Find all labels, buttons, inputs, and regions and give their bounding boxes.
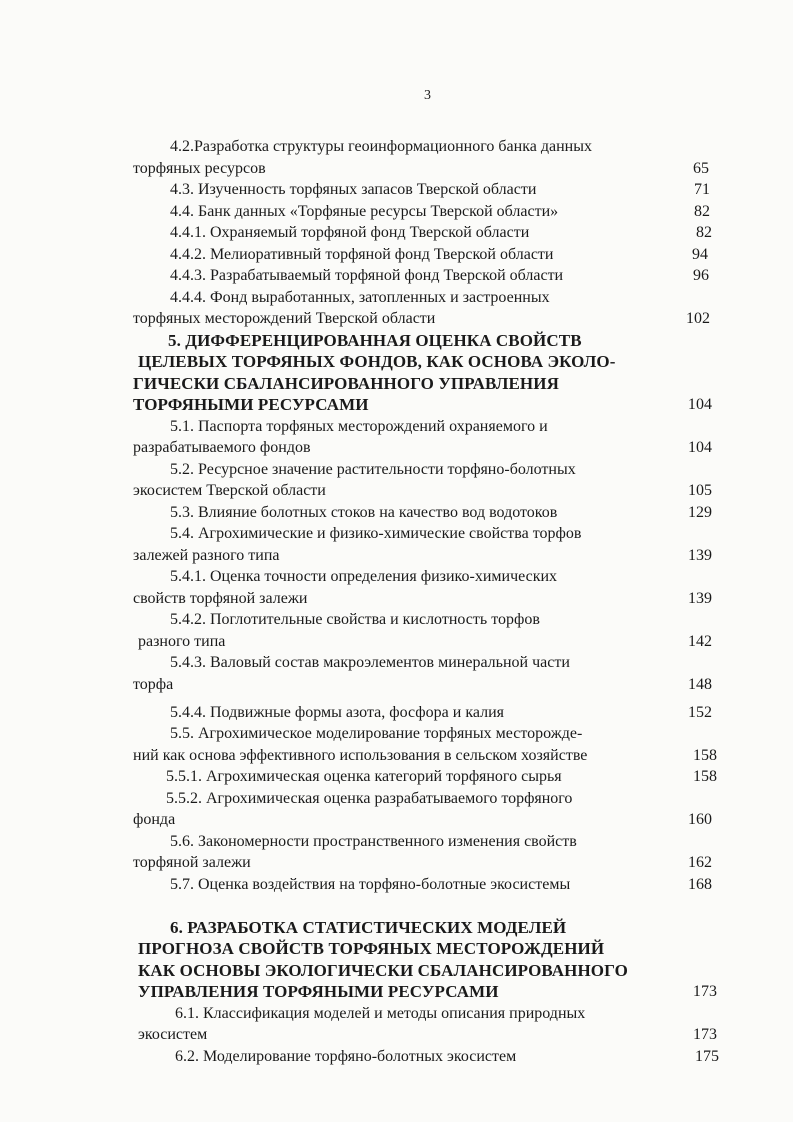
toc-line: [0, 222, 793, 244]
toc-entry-text: 4.4.4. Фонд выработанных, затопленных и застроенных: [170, 289, 550, 306]
toc-entry-text: 5.4. Агрохимические и физико-химические свойства торфов: [170, 525, 582, 542]
toc-line: [0, 766, 793, 788]
toc-line: [0, 480, 793, 502]
toc-line: [0, 437, 793, 459]
toc-entry-text: 4.4.2. Мелиоративный торфяной фонд Тверской области: [170, 246, 554, 263]
toc-page-number: 168: [688, 876, 712, 893]
toc-entry-text: 6.2. Моделирование торфяно-болотных экосистем: [175, 1048, 517, 1065]
toc-page-number: 158: [693, 747, 717, 764]
toc-line: [0, 981, 793, 1003]
toc-entry-text: 5.2. Ресурсное значение растительности торфяно-болотных: [170, 461, 576, 478]
toc-line: [0, 523, 793, 545]
toc-entry-text: 5.4.3. Валовый состав макроэлементов минеральной части: [170, 654, 570, 671]
toc-entry-text: свойств торфяной залежи: [133, 590, 308, 607]
toc-entry-text: 4.4. Банк данных «Торфяные ресурсы Тверской области»: [170, 203, 559, 220]
toc-line: [0, 330, 793, 352]
toc-section-heading: ПРОГНОЗА СВОЙСТВ ТОРФЯНЫХ МЕСТОРОЖДЕНИЙ: [138, 939, 605, 958]
toc-line: [0, 1046, 793, 1068]
toc-page-number: 173: [692, 983, 718, 1000]
toc-line: [0, 179, 793, 201]
toc-line: [0, 502, 793, 524]
toc-entry-text: 4.3. Изученность торфяных запасов Тверской области: [170, 181, 537, 198]
toc-line: [0, 201, 793, 223]
toc-line: [0, 831, 793, 853]
toc-page-number: 158: [693, 768, 717, 785]
toc-entry-text: 4.4.3. Разрабатываемый торфяной фонд Тверской области: [170, 267, 564, 284]
toc-entry-text: торфяной залежи: [133, 854, 251, 871]
toc-page-number: 71: [694, 181, 710, 198]
toc-line: [0, 394, 793, 416]
toc-page-number: 148: [688, 676, 712, 693]
toc-line: [0, 244, 793, 266]
toc-page-number: 65: [693, 160, 709, 177]
toc-page-number: 173: [693, 1026, 717, 1043]
toc-entry-text: торфяных ресурсов: [133, 160, 266, 177]
toc-line: [0, 702, 793, 724]
toc-entry-text: 4.2.Разработка структуры геоинформационного банка данных: [170, 138, 592, 155]
toc-line: [0, 917, 793, 939]
toc-entry-text: 6.1. Классификация моделей и методы описания природных: [175, 1005, 586, 1022]
toc-page-number: 96: [693, 267, 709, 284]
toc-section-heading: ТОРФЯНЫМИ РЕСУРСАМИ: [133, 395, 369, 414]
toc-section-heading: УПРАВЛЕНИЯ ТОРФЯНЫМИ РЕСУРСАМИ: [138, 982, 499, 1001]
toc-entry-text: 5.5.1. Агрохимическая оценка категорий торфяного сырья: [166, 768, 562, 785]
toc-line: [0, 809, 793, 831]
toc-page-number: 104: [688, 439, 712, 456]
toc-line: [0, 788, 793, 810]
toc-line: [0, 631, 793, 653]
toc-entry-text: фонда: [133, 811, 176, 828]
toc-page-number: 162: [688, 854, 712, 871]
toc-entry-text: 5.5. Агрохимическое моделирование торфяных месторожде-: [170, 725, 583, 742]
toc-line: [0, 938, 793, 960]
toc-entry-text: экосистем Тверской области: [133, 482, 326, 499]
toc-entry-text: 5.4.4. Подвижные формы азота, фосфора и калия: [170, 704, 504, 721]
toc-line: [0, 459, 793, 481]
toc-entry-text: залежей разного типа: [133, 547, 280, 564]
toc-section-heading: 6. РАЗРАБОТКА СТАТИСТИЧЕСКИХ МОДЕЛЕЙ: [170, 918, 567, 937]
toc-section-heading: КАК ОСНОВЫ ЭКОЛОГИЧЕСКИ СБАЛАНСИРОВАННОГО: [138, 961, 628, 980]
toc-entry-text: торфа: [133, 676, 174, 693]
toc-line: [0, 723, 793, 745]
toc-line: [0, 1024, 793, 1046]
toc-entry-text: 5.4.2. Поглотительные свойства и кислотность торфов: [170, 611, 540, 628]
toc-section-heading: ГИЧЕСКИ СБАЛАНСИРОВАННОГО УПРАВЛЕНИЯ: [133, 374, 559, 393]
toc-line: [0, 852, 793, 874]
toc-entry-text: 5.6. Закономерности пространственного изменения свойств: [170, 833, 577, 850]
toc-entry-text: 5.5.2. Агрохимическая оценка разрабатываемого торфяного: [166, 790, 573, 807]
toc-page-number: 152: [688, 704, 712, 721]
toc-line: [0, 1003, 793, 1025]
toc-page-number: 142: [688, 633, 712, 650]
page-number: 3: [424, 88, 431, 103]
toc-page-number: 94: [692, 246, 708, 263]
toc-page-number: 104: [687, 396, 713, 413]
toc-line: [0, 609, 793, 631]
toc-entry-text: разрабатываемого фондов: [133, 439, 311, 456]
toc-page-number: 160: [688, 811, 712, 828]
toc-line: [0, 874, 793, 896]
toc-page-number: 139: [688, 590, 712, 607]
toc-line: [0, 351, 793, 373]
toc-page-number: 82: [696, 224, 712, 241]
toc-page-number: 102: [686, 310, 710, 327]
toc-entry-text: торфяных месторождений Тверской области: [133, 310, 436, 327]
toc-entry-text: разного типа: [138, 633, 226, 650]
toc-page-number: 82: [694, 203, 710, 220]
toc-line: [0, 265, 793, 287]
toc-line: [0, 158, 793, 180]
toc-line: [0, 287, 793, 309]
toc-section-heading: 5. ДИФФЕРЕНЦИРОВАННАЯ ОЦЕНКА СВОЙСТВ: [168, 331, 582, 350]
toc-line: [0, 416, 793, 438]
toc-line: [0, 745, 793, 767]
toc-line: [0, 136, 793, 158]
toc-line: [0, 373, 793, 395]
toc-line: [0, 308, 793, 330]
toc-line: [0, 588, 793, 610]
toc-entry-text: экосистем: [138, 1026, 208, 1043]
toc-entry-text: 5.1. Паспорта торфяных месторождений охраняемого и: [170, 418, 548, 435]
toc-entry-text: 5.7. Оценка воздействия на торфяно-болотные экосистемы: [170, 876, 571, 893]
toc-page-number: 105: [688, 482, 712, 499]
toc-line: [0, 566, 793, 588]
toc-entry-text: 4.4.1. Охраняемый торфяной фонд Тверской области: [170, 224, 530, 241]
toc-page-number: 139: [688, 547, 712, 564]
toc-entry-text: 5.3. Влияние болотных стоков на качество вод водотоков: [170, 504, 558, 521]
toc-page-number: 129: [688, 504, 712, 521]
toc-entry-text: ний как основа эффективного использования в сельском хозяйстве: [133, 747, 588, 764]
toc-entry-text: 5.4.1. Оценка точности определения физико-химических: [170, 568, 558, 585]
toc-line: [0, 960, 793, 982]
toc-page-number: 175: [695, 1048, 719, 1065]
toc-section-heading: ЦЕЛЕВЫХ ТОРФЯНЫХ ФОНДОВ, КАК ОСНОВА ЭКОЛО-: [138, 352, 616, 371]
toc-line: [0, 652, 793, 674]
toc-line: [0, 674, 793, 696]
toc-line: [0, 545, 793, 567]
